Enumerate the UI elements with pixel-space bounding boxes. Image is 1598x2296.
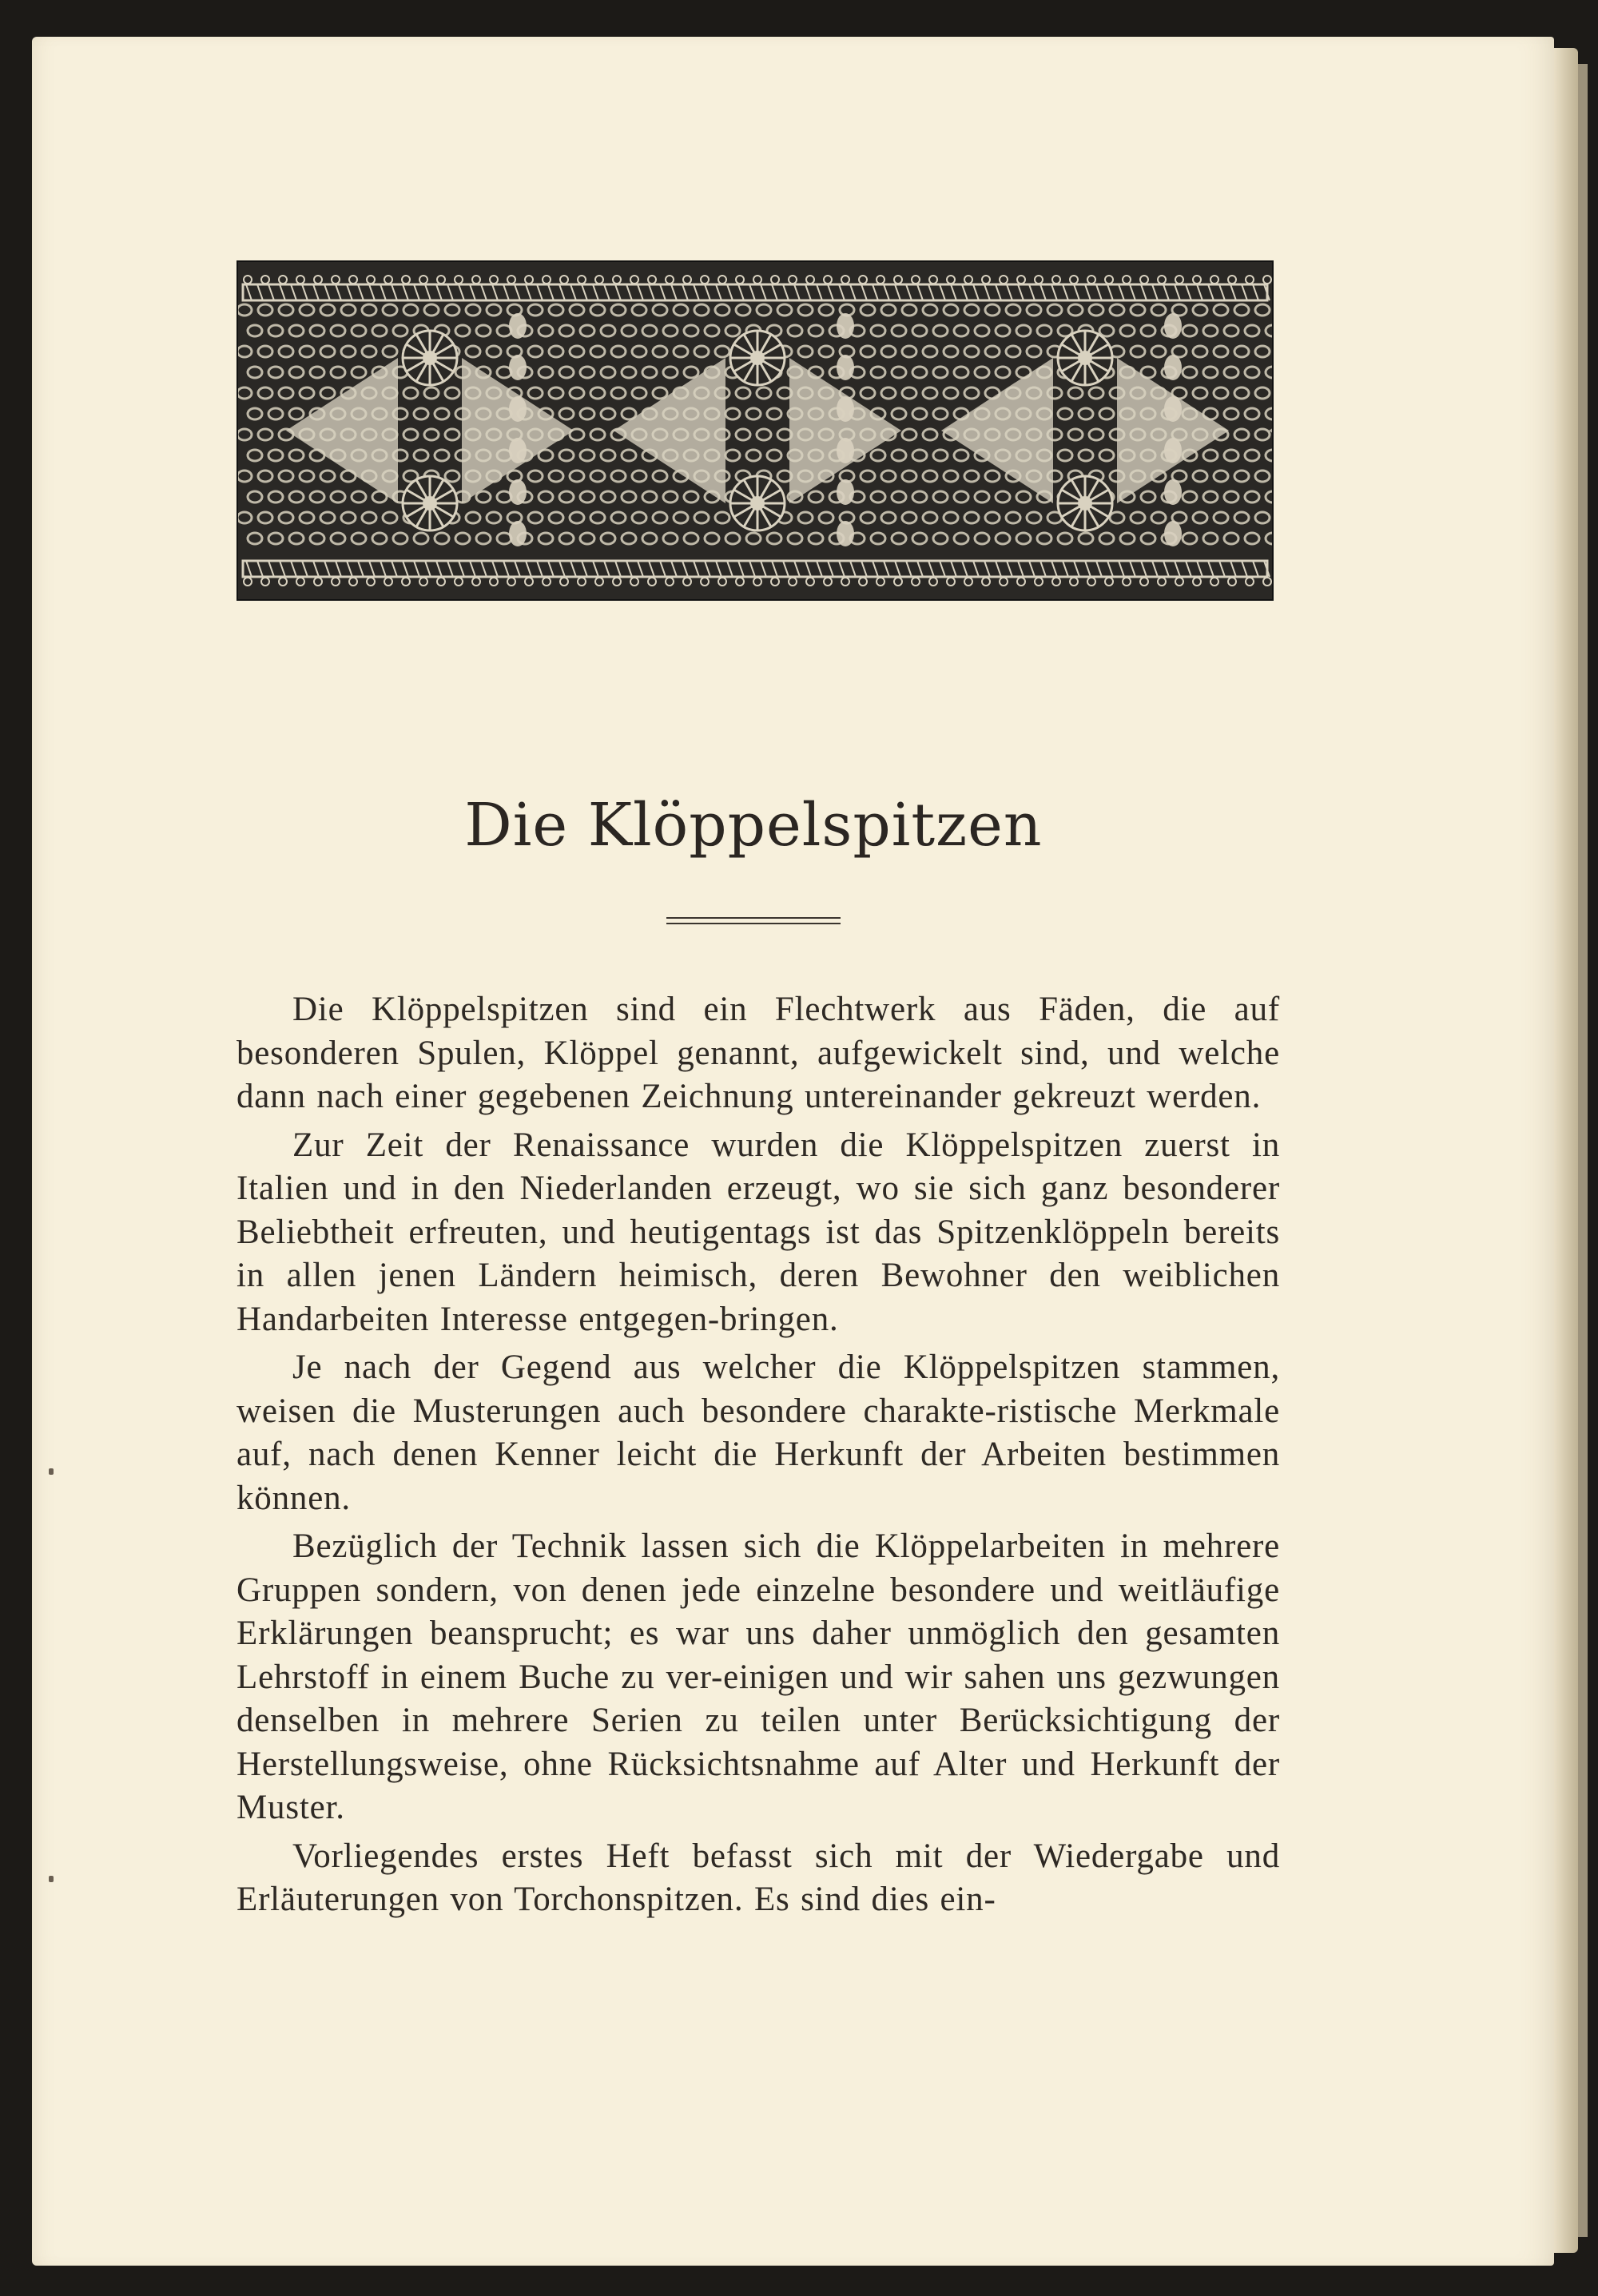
book-cover-edge xyxy=(1578,64,1588,2237)
body-text xyxy=(237,988,1280,1927)
page-edge xyxy=(1554,48,1578,2253)
margin-mark xyxy=(49,1876,54,1882)
paragraph: Bezüglich der Technik lassen sich die Klöppelarbeiten in mehrere Gruppen sondern, von denen jede einzelne besondere und weitläufige Erklärungen beansprucht; es war uns daher unmöglich den gesamten Lehrstoff in einem Buche zu ver-einigen und wir sahen uns gezwungen denselben in mehrere Serien zu teilen unter Berücksichtigung der Herstellungsweise, ohne Rücksichtsnahme auf Alter und Herkunft der Muster. xyxy=(237,1527,1280,1826)
paragraph: Je nach der Gegend aus welcher die Klöppelspitzen stammen, weisen die Musterungen auch besondere charakte-ristische Merkmale auf, nach denen Kenner leicht die Herkunft der Arbeiten bestimmen können. xyxy=(237,1349,1280,1517)
lace-pattern-image xyxy=(238,262,1272,599)
page-title: Die Klöppelspitzen xyxy=(464,791,1043,860)
paragraph: Vorliegendes erstes Heft befasst sich mit der Wiedergabe und Erläuterungen von Torchonspitzen. Es sind dies ein- xyxy=(237,1837,1280,1918)
margin-mark xyxy=(49,1468,54,1475)
title-double-rule xyxy=(666,917,841,925)
lace-illustration xyxy=(237,260,1274,601)
paragraph: Zur Zeit der Renaissance wurden die Klöppelspitzen zuerst in Italien und in den Niederlanden erzeugt, wo sie sich ganz besonderer Beliebtheit erfreuten, und heutigentags ist das Spitzenklöppeln bereits in allen jenen Ländern heimisch, deren Bewohner den weiblichen Handarbeiten Interesse entgegen-bringen. xyxy=(237,1126,1280,1338)
paragraph: Die Klöppelspitzen sind ein Flechtwerk aus Fäden, die auf besonderen Spulen, Klöppel genannt, aufgewickelt sind, und welche dann nach einer gegebenen Zeichnung untereinander gekreuzt werden. xyxy=(237,991,1280,1115)
